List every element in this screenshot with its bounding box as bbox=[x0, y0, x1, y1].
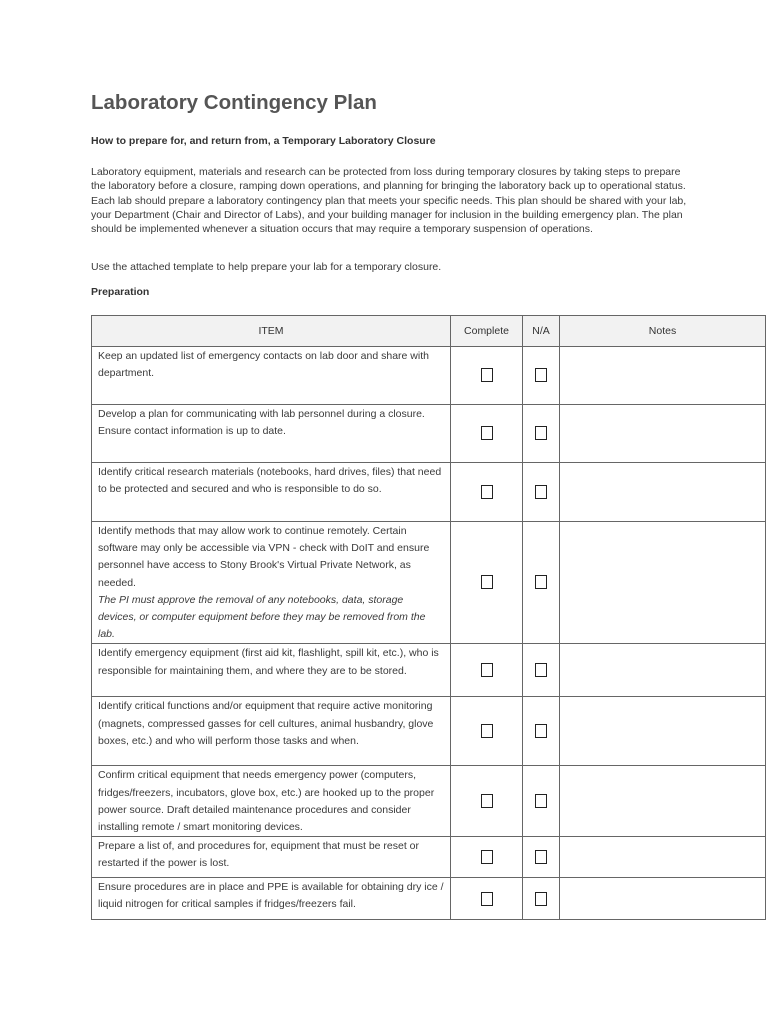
complete-checkbox[interactable] bbox=[481, 575, 493, 589]
na-cell bbox=[523, 878, 560, 920]
complete-cell bbox=[451, 644, 523, 697]
complete-cell bbox=[451, 347, 523, 405]
header-notes: Notes bbox=[560, 316, 766, 347]
complete-checkbox[interactable] bbox=[481, 663, 493, 677]
table-row bbox=[92, 878, 766, 920]
table-row bbox=[92, 837, 766, 878]
complete-cell bbox=[451, 878, 523, 920]
complete-cell bbox=[451, 697, 523, 766]
item-note: The PI must approve the removal of any notebooks, data, storage devices, or computer equipment before they may be removed from the lab. bbox=[98, 593, 426, 641]
table-row bbox=[92, 766, 766, 837]
item-cell bbox=[92, 405, 451, 463]
item-text: Develop a plan for communicating with lab personnel during a closure. Ensure contact information is up to date. bbox=[98, 408, 425, 438]
notes-cell[interactable] bbox=[560, 878, 766, 920]
na-cell bbox=[523, 837, 560, 878]
notes-cell[interactable] bbox=[560, 347, 766, 405]
complete-checkbox[interactable] bbox=[481, 892, 493, 906]
na-cell bbox=[523, 405, 560, 463]
item-cell bbox=[92, 463, 451, 522]
na-cell bbox=[523, 766, 560, 837]
complete-checkbox[interactable] bbox=[481, 850, 493, 864]
complete-cell bbox=[451, 522, 523, 644]
item-text: Identify critical research materials (notebooks, hard drives, files) that need to be protected and secured and who is responsible to do so. bbox=[98, 466, 442, 496]
template-note: Use the attached template to help prepare your lab for a temporary closure. bbox=[91, 261, 442, 273]
table-row bbox=[92, 463, 766, 522]
na-checkbox[interactable] bbox=[535, 368, 547, 382]
preparation-checklist-table bbox=[91, 315, 766, 920]
item-text: Keep an updated list of emergency contacts on lab door and share with department. bbox=[98, 350, 429, 380]
na-checkbox[interactable] bbox=[535, 426, 547, 440]
na-cell bbox=[523, 644, 560, 697]
notes-cell[interactable] bbox=[560, 644, 766, 697]
table-row bbox=[92, 522, 766, 644]
item-text: Prepare a list of, and procedures for, equipment that must be reset or restarted if the power is lost. bbox=[98, 840, 420, 870]
section-heading-preparation: Preparation bbox=[91, 286, 150, 298]
item-cell bbox=[92, 522, 451, 644]
na-checkbox[interactable] bbox=[535, 850, 547, 864]
complete-checkbox[interactable] bbox=[481, 426, 493, 440]
na-checkbox[interactable] bbox=[535, 663, 547, 677]
header-na: N/A bbox=[523, 316, 560, 347]
intro-paragraph: Laboratory equipment, materials and research can be protected from loss during temporary closures by taking steps to prepare the laboratory before a closure, ramping down operations, and planning for bringing the laboratory back up to operational status. Each lab should prepare a laboratory contingency plan that meets your specific needs. This plan should be shared with your lab, your Department (Chair and Director of Labs), and your building manager for inclusion in the building emergency plan. The plan should be implemented whenever a situation occurs that may require a temporary suspension of operations. bbox=[91, 166, 687, 236]
na-cell bbox=[523, 463, 560, 522]
table-row bbox=[92, 697, 766, 766]
complete-checkbox[interactable] bbox=[481, 485, 493, 499]
document-title: Laboratory Contingency Plan bbox=[91, 91, 377, 114]
complete-cell bbox=[451, 837, 523, 878]
notes-cell[interactable] bbox=[560, 463, 766, 522]
item-cell bbox=[92, 878, 451, 920]
table-row bbox=[92, 405, 766, 463]
item-cell bbox=[92, 347, 451, 405]
header-complete: Complete bbox=[451, 316, 523, 347]
item-text: Identify methods that may allow work to continue remotely. Certain software may only be accessible via VPN - check with DoIT and ensure personnel have access to Stony Brook's Virtual Private Network, as needed. bbox=[98, 525, 430, 589]
complete-cell bbox=[451, 463, 523, 522]
notes-cell[interactable] bbox=[560, 405, 766, 463]
item-cell bbox=[92, 697, 451, 766]
na-checkbox[interactable] bbox=[535, 724, 547, 738]
complete-cell bbox=[451, 766, 523, 837]
complete-checkbox[interactable] bbox=[481, 724, 493, 738]
item-text: Identify critical functions and/or equipment that require active monitoring (magnets, compressed gasses for cell cultures, animal husbandry, glove boxes, etc.) and who will perform those tasks and when. bbox=[98, 700, 434, 747]
table-header-row bbox=[92, 316, 766, 347]
header-item: ITEM bbox=[92, 316, 451, 347]
item-cell bbox=[92, 644, 451, 697]
item-text: Identify emergency equipment (first aid kit, flashlight, spill kit, etc.), who is responsible for maintaining them, and where they are to be stored. bbox=[98, 647, 439, 677]
na-cell bbox=[523, 522, 560, 644]
table-row bbox=[92, 347, 766, 405]
na-checkbox[interactable] bbox=[535, 575, 547, 589]
na-cell bbox=[523, 347, 560, 405]
notes-cell[interactable] bbox=[560, 766, 766, 837]
complete-checkbox[interactable] bbox=[481, 794, 493, 808]
document-subtitle: How to prepare for, and return from, a Temporary Laboratory Closure bbox=[91, 135, 436, 147]
item-cell bbox=[92, 766, 451, 837]
na-checkbox[interactable] bbox=[535, 794, 547, 808]
na-checkbox[interactable] bbox=[535, 892, 547, 906]
item-text: Confirm critical equipment that needs emergency power (computers, fridges/freezers, incubators, glove box, etc.) are hooked up to the proper power source. Draft detailed maintenance procedures and consider installing remote / smart monitoring devices. bbox=[98, 769, 435, 834]
notes-cell[interactable] bbox=[560, 522, 766, 644]
item-cell bbox=[92, 837, 451, 878]
item-text: Ensure procedures are in place and PPE is available for obtaining dry ice / liquid nitrogen for critical samples if fridges/freezers fail. bbox=[98, 881, 444, 911]
na-checkbox[interactable] bbox=[535, 485, 547, 499]
complete-checkbox[interactable] bbox=[481, 368, 493, 382]
notes-cell[interactable] bbox=[560, 837, 766, 878]
table-row bbox=[92, 644, 766, 697]
na-cell bbox=[523, 697, 560, 766]
notes-cell[interactable] bbox=[560, 697, 766, 766]
complete-cell bbox=[451, 405, 523, 463]
